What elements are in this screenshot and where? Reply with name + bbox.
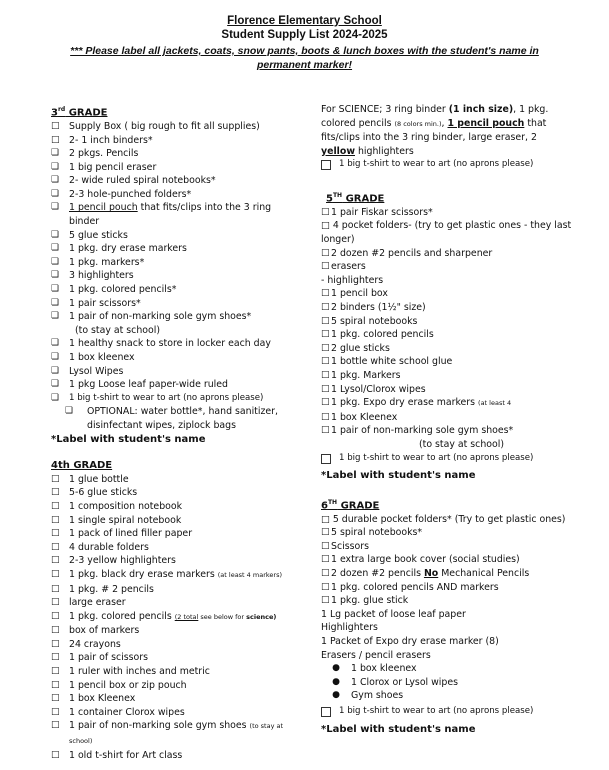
- list-item: ❏ 3 highlighters: [51, 270, 134, 282]
- checkbox-icon: [321, 705, 339, 723]
- list-item: □ 1 pencil box: [321, 288, 388, 300]
- checkbox-icon: ❏: [51, 270, 60, 281]
- checkbox-icon: □: [321, 247, 330, 258]
- list-item: □ 2- 1 inch binders*: [51, 134, 153, 146]
- checkbox-icon: □: [51, 541, 60, 552]
- list-item: Highlighters: [321, 622, 378, 634]
- list-item: 1 big t-shirt to wear to art (no aprons please): [321, 158, 573, 176]
- checkbox-icon: □: [321, 302, 330, 313]
- list-item: □ 1 old t-shirt for Art class: [51, 749, 183, 761]
- checkbox-icon: □: [51, 638, 60, 649]
- list-item: 1 big t-shirt to wear to art (no aprons please): [321, 452, 573, 470]
- bullet-icon: ●: [332, 676, 340, 687]
- checkbox-icon: □: [321, 554, 330, 565]
- checkbox-icon: □: [321, 356, 330, 367]
- checkbox-icon: □: [321, 261, 330, 272]
- checkbox-icon: ❏: [51, 297, 60, 308]
- list-item: □ 2 glue sticks: [321, 342, 390, 354]
- list-item: □ 1 pkg. colored pencils AND markers: [321, 581, 499, 593]
- list-item: □ 2 dozen #2 pencils No Mechanical Pencils: [321, 568, 530, 580]
- checkbox-icon: □: [321, 513, 333, 525]
- list-item: ❏ 1 big t-shirt to wear to art (no aprons please): [51, 392, 303, 406]
- grade6-title: 6TH GRADE: [321, 498, 380, 512]
- list-item: □ 5 spiral notebooks*: [321, 527, 423, 539]
- checkbox-icon: ❏: [51, 352, 60, 363]
- checkbox-icon: □: [51, 487, 60, 498]
- list-item: □ 1 pkg. black dry erase markers (at least 4 markers): [51, 568, 303, 583]
- list-item: □ 24 crayons: [51, 638, 121, 650]
- list-item: □ 1 pkg. Expo dry erase markers (at least 4: [321, 396, 573, 411]
- checkbox-icon: □: [51, 500, 60, 511]
- list-item: ❏ 1 pkg. colored pencils*: [51, 284, 177, 296]
- list-item: ❏ OPTIONAL: water bottle*, hand sanitizer, disinfectant wipes, ziplock bags: [51, 405, 303, 432]
- checkbox-icon: □: [51, 610, 60, 621]
- list-item: □ 2-3 yellow highlighters: [51, 555, 176, 567]
- science-block: For SCIENCE; 3 ring binder (1 inch size), 1 pkg. colored pencils (8 colors min.), 1 pencil pouch that fits/clips into the 3 ring binder, large eraser, 2 yellow highlighters: [321, 104, 549, 157]
- list-item: □ 1 box Kleenex: [321, 411, 398, 423]
- list-item: □ 1 pair Fiskar scissors*: [321, 206, 433, 218]
- pencil-pouch-label: 1 pencil pouch: [69, 202, 138, 214]
- list-item: □ 1 box Kleenex: [51, 693, 136, 705]
- list-item: 1 Packet of Expo dry erase marker (8): [321, 636, 499, 648]
- checkbox-icon: ❏: [51, 392, 60, 403]
- checkbox-icon: ❏: [51, 243, 60, 254]
- list-item: □ box of markers: [51, 625, 140, 637]
- checkbox-icon: □: [321, 568, 330, 579]
- bullet-icon: ●: [332, 663, 340, 674]
- grade3-label-line: *Label with student's name: [51, 433, 206, 445]
- checkbox-icon: □: [51, 679, 60, 690]
- document-header: [0, 14, 609, 72]
- list-item: □ 1 pkg. Markers: [321, 370, 401, 382]
- checkbox-icon: ❏: [51, 148, 60, 159]
- list-item: ● Gym shoes: [321, 689, 573, 703]
- checkbox-icon: □: [51, 583, 60, 594]
- right-column: [321, 103, 573, 736]
- list-item: □ 1 bottle white school glue: [321, 356, 453, 368]
- checkbox-icon: □: [321, 397, 330, 408]
- list-item: 1 Lg packet of loose leaf paper: [321, 608, 466, 620]
- list-item: ❏ 1 pencil pouch that fits/clips into the 3 ring binder: [51, 202, 272, 228]
- school-title: Florence Elementary School: [227, 15, 382, 27]
- list-item: ❏ Lysol Wipes: [51, 365, 124, 377]
- list-item: □ 1 pack of lined filler paper: [51, 528, 193, 540]
- list-item: □ 1 glue bottle: [51, 473, 129, 485]
- checkbox-icon: □: [51, 597, 60, 608]
- list-item: □ 5 spiral notebooks: [321, 315, 418, 327]
- checkbox-icon: □: [51, 473, 60, 484]
- list-item: - highlighters: [321, 274, 384, 286]
- grade5-label-line: *Label with student's name: [321, 470, 476, 482]
- checkbox-icon: □: [321, 315, 330, 326]
- list-item: □ 1 extra large book cover (social studies): [321, 554, 520, 566]
- list-item: □ 2 binders (1½" size): [321, 302, 426, 314]
- list-item: □ 1 pkg. # 2 pencils: [51, 583, 154, 595]
- checkbox-icon: ❏: [51, 202, 60, 213]
- list-item: □ 1 pair of non-marking sole gym shoes (to stay at school): [51, 719, 303, 748]
- list-item: ❏ 2-3 hole-punched folders*: [51, 188, 192, 200]
- list-item: □ 4 pocket folders- (try to get plastic ones - they last longer): [321, 220, 572, 246]
- checkbox-icon: □: [51, 568, 60, 579]
- list-item: ❏ 1 box kleenex: [51, 352, 135, 364]
- list-item: □ 1 single spiral notebook: [51, 514, 182, 526]
- list-item: □ 5-6 glue sticks: [51, 487, 138, 499]
- list-item: 1 big t-shirt to wear to art (no aprons please): [321, 705, 573, 723]
- checkbox-icon: □: [51, 720, 60, 731]
- list-item: ❏ 5 glue sticks: [51, 229, 128, 241]
- list-item: Erasers / pencil erasers: [321, 649, 431, 661]
- list-item: ❏ 1 big pencil eraser: [51, 161, 157, 173]
- checkbox-icon: □: [321, 288, 330, 299]
- checkbox-icon: ❏: [51, 175, 60, 186]
- checkbox-icon: □: [321, 383, 330, 394]
- list-item: ❏ 1 pkg. markers*: [51, 256, 145, 268]
- list-item: □ 5 durable pocket folders* (Try to get plastic ones): [321, 513, 566, 525]
- checkbox-icon: □: [51, 693, 60, 704]
- bullet-icon: ●: [332, 690, 340, 701]
- list-item: ❏ 2- wide ruled spiral notebooks*: [51, 175, 216, 187]
- list-item: □ 1 composition notebook: [51, 500, 183, 512]
- grade4-title: 4th GRADE: [51, 460, 113, 472]
- checkbox-icon: □: [51, 528, 60, 539]
- checkbox-icon: ❏: [64, 406, 74, 417]
- checkbox-icon: [321, 158, 339, 176]
- grade5-title: 5TH GRADE: [326, 191, 385, 205]
- checkbox-icon: □: [51, 134, 60, 145]
- list-subtitle: Student Supply List 2024-2025: [221, 29, 388, 41]
- checkbox-icon: □: [321, 220, 333, 232]
- list-item: ❏ 1 pair scissors*: [51, 297, 141, 309]
- checkbox-icon: □: [51, 120, 60, 131]
- checkbox-icon: ❏: [51, 338, 60, 349]
- list-item: □ 1 pkg. colored pencils: [321, 329, 434, 341]
- checkbox-icon: ❏: [51, 256, 60, 267]
- checkbox-icon: □: [51, 749, 60, 760]
- checkbox-icon: □: [321, 595, 330, 606]
- checkbox-icon: ❏: [51, 284, 60, 295]
- checkbox-icon: ❏: [51, 365, 60, 376]
- label-note: *** Please label all jackets, coats, snow pants, boots & lunch boxes with the student's name in permanent marker!: [70, 45, 539, 71]
- list-item: □ large eraser: [51, 597, 126, 609]
- list-item: □ 1 pair of non-marking sole gym shoes* (to stay at school): [321, 425, 514, 450]
- list-item: □ Supply Box ( big rough to fit all supplies): [51, 120, 260, 132]
- checkbox-icon: □: [51, 652, 60, 663]
- list-item: □ 1 pencil box or zip pouch: [51, 679, 187, 691]
- list-item: ● 1 box kleenex: [321, 662, 573, 676]
- list-item: ❏ 1 healthy snack to store in locker each day: [51, 338, 271, 350]
- checkbox-icon: [321, 452, 339, 470]
- checkbox-icon: □: [321, 370, 330, 381]
- checkbox-icon: □: [321, 540, 330, 551]
- checkbox-icon: □: [321, 329, 330, 340]
- list-item: □ 1 pkg. glue stick: [321, 595, 409, 607]
- checkbox-icon: □: [51, 706, 60, 717]
- list-item: □ 1 ruler with inches and metric: [51, 666, 210, 678]
- list-item: ● 1 Clorox or Lysol wipes: [321, 676, 573, 690]
- list-item: □ 1 container Clorox wipes: [51, 706, 185, 718]
- checkbox-icon: □: [51, 625, 60, 636]
- checkbox-icon: □: [321, 411, 330, 422]
- checkbox-icon: ❏: [51, 229, 60, 240]
- checkbox-icon: □: [321, 206, 330, 217]
- checkbox-icon: ❏: [51, 161, 60, 172]
- checkbox-icon: ❏: [51, 379, 60, 390]
- checkbox-icon: □: [321, 527, 330, 538]
- checkbox-icon: □: [51, 666, 60, 677]
- list-item: □ 1 pkg. colored pencils (2 total see below for science): [51, 610, 303, 625]
- list-item: ❏ 1 pair of non-marking sole gym shoes* (to stay at school): [51, 311, 252, 336]
- list-item: □ 1 Lysol/Clorox wipes: [321, 383, 426, 395]
- list-item: □ 4 durable folders: [51, 541, 149, 553]
- left-column: [51, 103, 303, 762]
- checkbox-icon: □: [51, 514, 60, 525]
- grade3-title: 3rd GRADE: [51, 106, 108, 119]
- list-item: □ erasers: [321, 261, 366, 273]
- checkbox-icon: □: [321, 425, 330, 436]
- checkbox-icon: ❏: [51, 188, 60, 199]
- science-pencil-pouch: 1 pencil pouch: [447, 117, 525, 129]
- checkbox-icon: ❏: [51, 311, 60, 322]
- grade6-label-line: *Label with student's name: [321, 723, 476, 735]
- list-item: ❏ 1 pkg. dry erase markers: [51, 243, 187, 255]
- list-item: □ 1 pair of scissors: [51, 652, 148, 664]
- checkbox-icon: □: [321, 581, 330, 592]
- list-item: ❏ 1 pkg Loose leaf paper-wide ruled: [51, 379, 228, 391]
- checkbox-icon: □: [321, 342, 330, 353]
- list-item: □ 2 dozen #2 pencils and sharpener: [321, 247, 493, 259]
- checkbox-icon: □: [51, 555, 60, 566]
- list-item: □ Scissors: [321, 540, 369, 552]
- list-item: ❏ 2 pkgs. Pencils: [51, 148, 139, 160]
